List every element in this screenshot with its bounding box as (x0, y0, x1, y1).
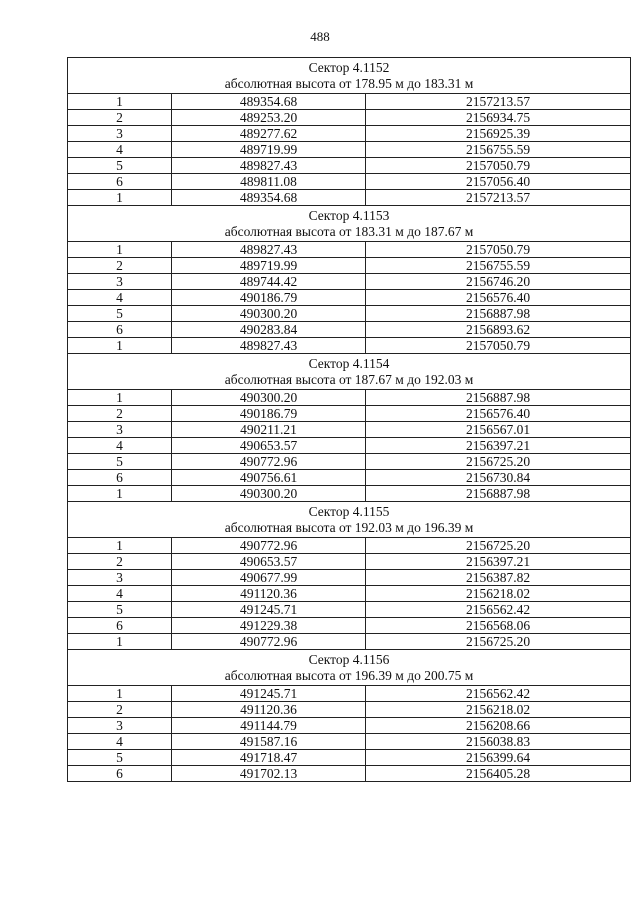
y-coordinate-cell: 2156387.82 (366, 570, 631, 586)
sector-header-row (68, 206, 631, 242)
point-number-cell: 5 (68, 602, 172, 618)
x-coordinate-cell: 489827.43 (172, 338, 366, 354)
sector-altitude: абсолютная высота от 192.03 м до 196.39 м (224, 520, 474, 535)
y-coordinate-cell: 2156567.01 (366, 422, 631, 438)
table-row (68, 586, 631, 602)
x-coordinate-cell: 491144.79 (172, 718, 366, 734)
table-row (68, 94, 631, 110)
y-coordinate-cell: 2157056.40 (366, 174, 631, 190)
x-coordinate-cell: 489354.68 (172, 190, 366, 206)
point-number-cell: 1 (68, 686, 172, 702)
y-coordinate-cell: 2156038.83 (366, 734, 631, 750)
y-coordinate-cell: 2156576.40 (366, 406, 631, 422)
y-coordinate-cell: 2156576.40 (366, 290, 631, 306)
y-coordinate-cell: 2156893.62 (366, 322, 631, 338)
table-row (68, 634, 631, 650)
table-row (68, 438, 631, 454)
table-row (68, 602, 631, 618)
y-coordinate-cell: 2156218.02 (366, 586, 631, 602)
point-number-cell: 2 (68, 554, 172, 570)
sector-altitude: абсолютная высота от 187.67 м до 192.03 м (224, 372, 474, 387)
point-number-cell: 2 (68, 110, 172, 126)
y-coordinate-cell: 2157213.57 (366, 190, 631, 206)
x-coordinate-cell: 490300.20 (172, 486, 366, 502)
point-number-cell: 5 (68, 306, 172, 322)
point-number-cell: 6 (68, 766, 172, 782)
table-row (68, 618, 631, 634)
x-coordinate-cell: 490211.21 (172, 422, 366, 438)
coordinates-table-body (68, 58, 631, 782)
point-number-cell: 3 (68, 126, 172, 142)
sector-header-row (68, 650, 631, 686)
y-coordinate-cell: 2156208.66 (366, 718, 631, 734)
x-coordinate-cell: 489719.99 (172, 142, 366, 158)
point-number-cell: 3 (68, 718, 172, 734)
table-row (68, 338, 631, 354)
y-coordinate-cell: 2156568.06 (366, 618, 631, 634)
y-coordinate-cell: 2156887.98 (366, 390, 631, 406)
point-number-cell: 1 (68, 634, 172, 650)
y-coordinate-cell: 2156730.84 (366, 470, 631, 486)
x-coordinate-cell: 489253.20 (172, 110, 366, 126)
x-coordinate-cell: 491245.71 (172, 686, 366, 702)
table-row (68, 538, 631, 554)
point-number-cell: 6 (68, 322, 172, 338)
table-row (68, 158, 631, 174)
point-number-cell: 4 (68, 438, 172, 454)
y-coordinate-cell: 2156887.98 (366, 486, 631, 502)
point-number-cell: 1 (68, 190, 172, 206)
point-number-cell: 1 (68, 390, 172, 406)
point-number-cell: 2 (68, 258, 172, 274)
sector-title: Сектор 4.1156 (308, 652, 390, 667)
x-coordinate-cell: 490186.79 (172, 290, 366, 306)
sector-header (68, 58, 631, 94)
x-coordinate-cell: 490283.84 (172, 322, 366, 338)
sector-title: Сектор 4.1153 (308, 208, 390, 223)
table-row (68, 306, 631, 322)
point-number-cell: 2 (68, 406, 172, 422)
sector-altitude: абсолютная высота от 183.31 м до 187.67 м (224, 224, 474, 239)
point-number-cell: 3 (68, 274, 172, 290)
x-coordinate-cell: 490653.57 (172, 554, 366, 570)
y-coordinate-cell: 2156562.42 (366, 686, 631, 702)
table-row (68, 718, 631, 734)
x-coordinate-cell: 490772.96 (172, 538, 366, 554)
table-row (68, 470, 631, 486)
sector-altitude: абсолютная высота от 178.95 м до 183.31 м (224, 76, 474, 91)
point-number-cell: 4 (68, 586, 172, 602)
table-row (68, 486, 631, 502)
table-row (68, 750, 631, 766)
point-number-cell: 6 (68, 470, 172, 486)
point-number-cell: 5 (68, 454, 172, 470)
sector-header (68, 650, 631, 686)
y-coordinate-cell: 2156934.75 (366, 110, 631, 126)
table-row (68, 322, 631, 338)
x-coordinate-cell: 491587.16 (172, 734, 366, 750)
table-row (68, 406, 631, 422)
coordinates-table (67, 57, 631, 782)
table-row (68, 290, 631, 306)
sector-header (68, 502, 631, 538)
table-row (68, 686, 631, 702)
table-row (68, 258, 631, 274)
table-row (68, 274, 631, 290)
point-number-cell: 6 (68, 174, 172, 190)
y-coordinate-cell: 2156755.59 (366, 258, 631, 274)
y-coordinate-cell: 2157050.79 (366, 338, 631, 354)
y-coordinate-cell: 2156725.20 (366, 538, 631, 554)
sector-header-row (68, 354, 631, 390)
point-number-cell: 4 (68, 734, 172, 750)
x-coordinate-cell: 491120.36 (172, 586, 366, 602)
point-number-cell: 3 (68, 422, 172, 438)
point-number-cell: 5 (68, 158, 172, 174)
table-row (68, 142, 631, 158)
sector-altitude: абсолютная высота от 196.39 м до 200.75 м (224, 668, 474, 683)
point-number-cell: 2 (68, 702, 172, 718)
x-coordinate-cell: 489719.99 (172, 258, 366, 274)
point-number-cell: 5 (68, 750, 172, 766)
x-coordinate-cell: 490300.20 (172, 390, 366, 406)
table-row (68, 190, 631, 206)
y-coordinate-cell: 2156725.20 (366, 634, 631, 650)
point-number-cell: 6 (68, 618, 172, 634)
y-coordinate-cell: 2156725.20 (366, 454, 631, 470)
point-number-cell: 4 (68, 290, 172, 306)
table-row (68, 174, 631, 190)
sector-title: Сектор 4.1155 (308, 504, 390, 519)
y-coordinate-cell: 2157213.57 (366, 94, 631, 110)
table-row (68, 422, 631, 438)
x-coordinate-cell: 489827.43 (172, 158, 366, 174)
y-coordinate-cell: 2156887.98 (366, 306, 631, 322)
x-coordinate-cell: 489277.62 (172, 126, 366, 142)
y-coordinate-cell: 2156399.64 (366, 750, 631, 766)
y-coordinate-cell: 2156925.39 (366, 126, 631, 142)
point-number-cell: 1 (68, 94, 172, 110)
x-coordinate-cell: 490186.79 (172, 406, 366, 422)
y-coordinate-cell: 2157050.79 (366, 242, 631, 258)
y-coordinate-cell: 2156397.21 (366, 554, 631, 570)
x-coordinate-cell: 491120.36 (172, 702, 366, 718)
x-coordinate-cell: 489811.08 (172, 174, 366, 190)
y-coordinate-cell: 2157050.79 (366, 158, 631, 174)
x-coordinate-cell: 490677.99 (172, 570, 366, 586)
x-coordinate-cell: 491245.71 (172, 602, 366, 618)
point-number-cell: 1 (68, 242, 172, 258)
table-row (68, 734, 631, 750)
y-coordinate-cell: 2156397.21 (366, 438, 631, 454)
table-row (68, 766, 631, 782)
table-row (68, 390, 631, 406)
sector-title: Сектор 4.1154 (308, 356, 390, 371)
x-coordinate-cell: 489354.68 (172, 94, 366, 110)
sector-header (68, 354, 631, 390)
x-coordinate-cell: 490772.96 (172, 634, 366, 650)
page-number: 488 (310, 29, 330, 44)
table-row (68, 554, 631, 570)
x-coordinate-cell: 491229.38 (172, 618, 366, 634)
table-row (68, 570, 631, 586)
sector-title: Сектор 4.1152 (308, 60, 390, 75)
table-row (68, 454, 631, 470)
table-row (68, 702, 631, 718)
x-coordinate-cell: 490300.20 (172, 306, 366, 322)
x-coordinate-cell: 491702.13 (172, 766, 366, 782)
y-coordinate-cell: 2156562.42 (366, 602, 631, 618)
y-coordinate-cell: 2156755.59 (366, 142, 631, 158)
table-row (68, 242, 631, 258)
point-number-cell: 1 (68, 338, 172, 354)
y-coordinate-cell: 2156746.20 (366, 274, 631, 290)
x-coordinate-cell: 490653.57 (172, 438, 366, 454)
table-row (68, 110, 631, 126)
x-coordinate-cell: 490772.96 (172, 454, 366, 470)
table-row (68, 126, 631, 142)
y-coordinate-cell: 2156405.28 (366, 766, 631, 782)
x-coordinate-cell: 489744.42 (172, 274, 366, 290)
sector-header (68, 206, 631, 242)
point-number-cell: 4 (68, 142, 172, 158)
point-number-cell: 3 (68, 570, 172, 586)
x-coordinate-cell: 489827.43 (172, 242, 366, 258)
x-coordinate-cell: 491718.47 (172, 750, 366, 766)
x-coordinate-cell: 490756.61 (172, 470, 366, 486)
sector-header-row (68, 502, 631, 538)
sector-header-row (68, 58, 631, 94)
point-number-cell: 1 (68, 486, 172, 502)
y-coordinate-cell: 2156218.02 (366, 702, 631, 718)
point-number-cell: 1 (68, 538, 172, 554)
